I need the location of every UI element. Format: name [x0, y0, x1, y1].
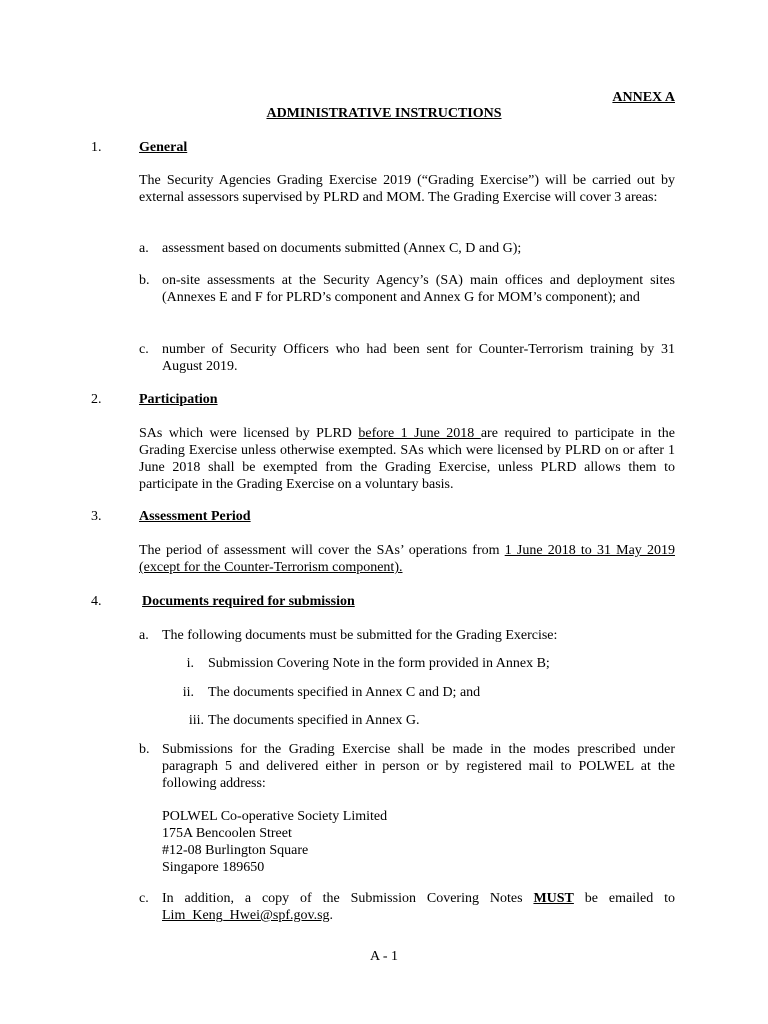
paragraph-text: are required to participate in the Grading Exercise unless otherwise exempted. SAs which were licensed by PLRD on or after 1 June 2018 shall be exempted from the Grading Exercise, unless PLRD allows them to participate in the Grading Exercise on a voluntary basis. [139, 426, 675, 492]
sublist-item: The documents specified in Annex C and D; and [208, 685, 481, 700]
list-label: c. [139, 891, 149, 906]
address-line: POLWEL Co-operative Society Limited [162, 809, 388, 824]
address-line: 175A Bencoolen Street [162, 826, 292, 841]
list-label: a. [139, 241, 149, 256]
emphasized-date: before 1 June 2018 [358, 426, 481, 441]
emphasized-period: 1 June 2018 to 31 May 2019 (except for the Counter-Terrorism component). [139, 543, 675, 575]
section-paragraph [139, 542, 675, 576]
annex-label: ANNEX A [612, 90, 675, 105]
paragraph-text: SAs which were licensed by PLRD [139, 426, 359, 441]
list-label: b. [139, 742, 150, 757]
list-item: The following documents must be submitted for the Grading Exercise: [162, 628, 558, 643]
section-heading: Participation [139, 392, 218, 407]
address-block [162, 808, 387, 876]
section-number: 4. [91, 594, 102, 609]
email-link[interactable]: Lim_Keng_Hwei@spf.gov.sg [162, 908, 330, 923]
list-item: on-site assessments at the Security Agency’s (SA) main offices and deployment sites (Annexes E and F for PLRD’s component and Annex G for MOM’s component); and [162, 273, 675, 305]
list-label: c. [139, 342, 149, 357]
section-heading: Assessment Period [139, 509, 251, 524]
emphasis-must: MUST [533, 891, 574, 906]
list-item [162, 890, 675, 924]
section-number: 3. [91, 509, 102, 524]
list-item: number of Security Officers who had been sent for Counter-Terrorism training by 31 August 2019. [162, 342, 675, 374]
list-item: assessment based on documents submitted (Annex C, D and G); [162, 241, 522, 256]
sublist-label: iii. [188, 713, 204, 728]
section-heading: General [139, 140, 188, 155]
sublist-label: i. [186, 656, 194, 671]
section-heading: Documents required for submission [142, 594, 355, 609]
sublist-label: ii. [182, 685, 194, 700]
page-number: A - 1 [370, 949, 398, 964]
paragraph-text: . [329, 908, 334, 923]
document-title: ADMINISTRATIVE INSTRUCTIONS [266, 106, 502, 121]
section-paragraph [139, 425, 675, 493]
list-item: Submissions for the Grading Exercise shall be made in the modes prescribed under paragraph 5 and delivered either in person or by registered mail to POLWEL at the following address: [162, 742, 675, 791]
paragraph-text: The period of assessment will cover the SAs’ operations from [139, 543, 505, 558]
section-paragraph: The Security Agencies Grading Exercise 2019 (“Grading Exercise”) will be carried out by external assessors supervised by PLRD and MOM. The Grading Exercise will cover 3 areas: [139, 173, 675, 205]
section-number: 2. [91, 392, 102, 407]
paragraph-text: In addition, a copy of the Submission Covering Notes [162, 891, 534, 906]
sublist-item: The documents specified in Annex G. [208, 713, 420, 728]
address-line: Singapore 189650 [162, 860, 265, 875]
address-line: #12-08 Burlington Square [162, 843, 309, 858]
list-label: a. [139, 628, 149, 643]
list-label: b. [139, 273, 150, 288]
section-number: 1. [91, 140, 102, 155]
sublist-item: Submission Covering Note in the form provided in Annex B; [208, 656, 550, 671]
paragraph-text: be emailed to [573, 891, 675, 906]
